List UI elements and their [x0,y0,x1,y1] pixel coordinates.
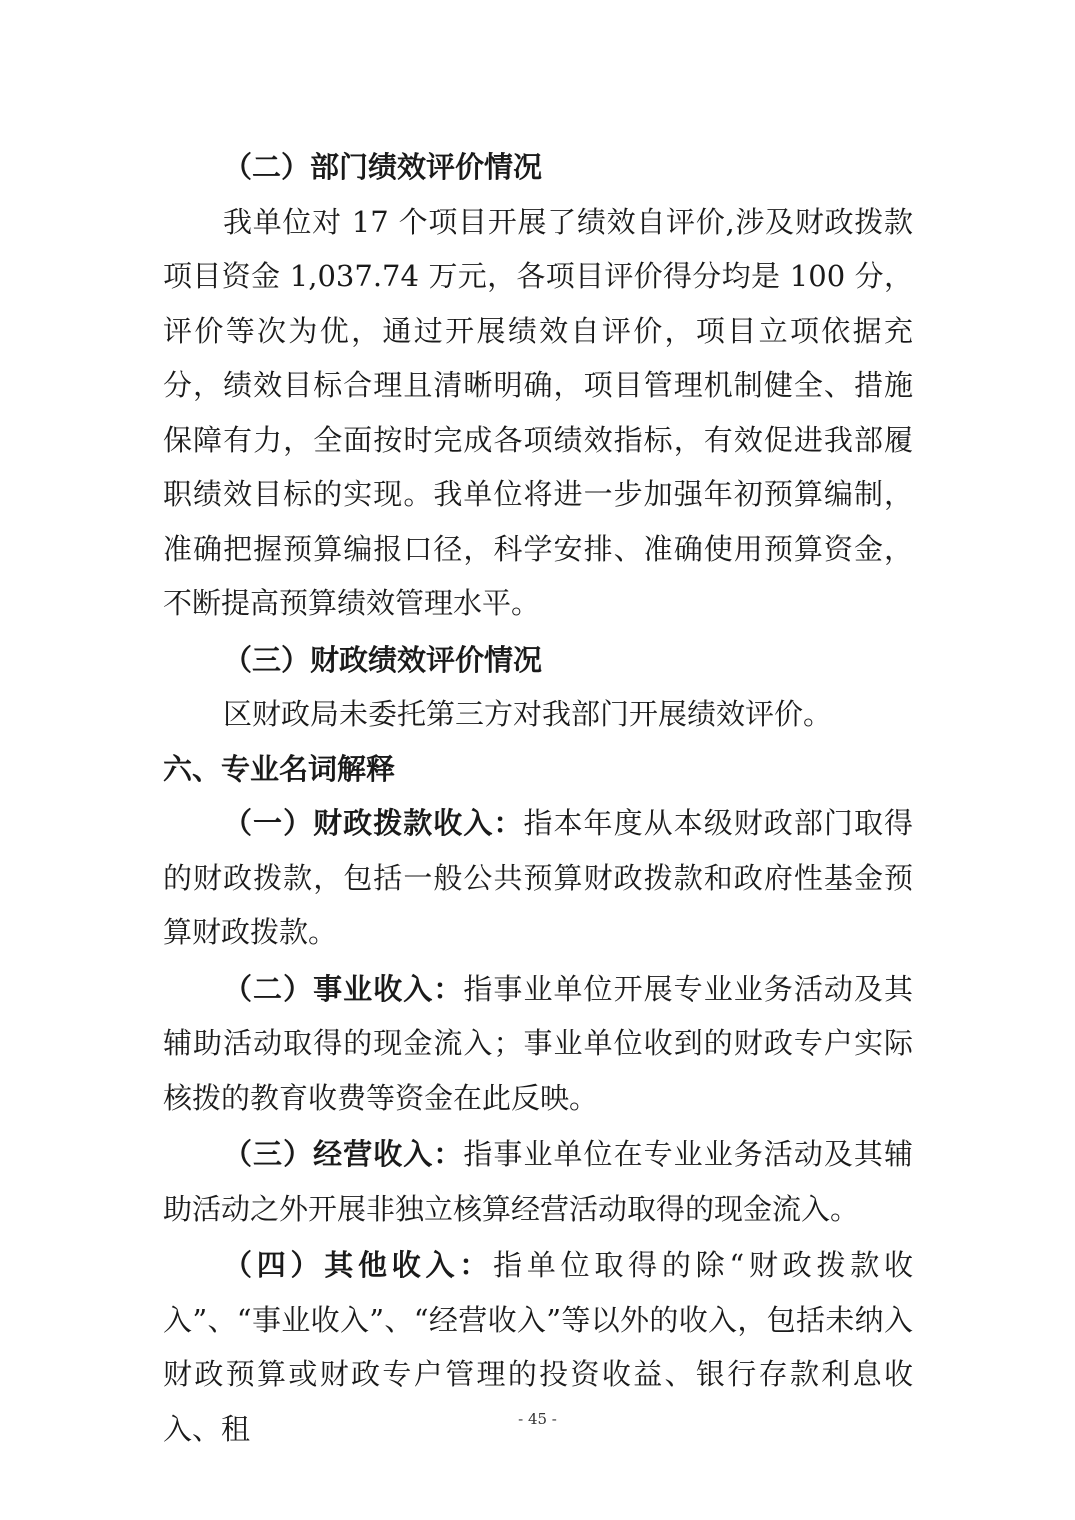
heading-dept-performance: （二）部门绩效评价情况 [223,150,543,184]
page-number: - 45 - [518,1410,557,1428]
heading-terms-section: 六、专业名词解释 [163,751,396,786]
paragraph-dept-performance: 我单位对 17 个项目开展了绩效自评价,涉及财政拨款项目资金 1,037.74 万元，各项目评价得分均是 100 分，评价等次为优，通过开展绩效自评价，项目立项依据充分，绩效目标合理且清晰明确，项目管理机制健全、措施保障有力，全面按时完成各项绩效指标，有效促进我部履职绩效目标的实现。我单位将进一步加强年初预算编制，准确把握预算编报口径，科学安排、准确使用预算资金，不断提高预算绩效管理水平。 [163,204,913,620]
term-paragraph-business-income [163,962,913,1126]
term-label: （四）其他收入： [223,1248,494,1282]
term-definition: 指本年度从本级财政部门取得的财政拨款，包括一般公共预算财政拨款和政府性基金预算财政拨款。 [163,806,913,949]
paragraph-finance-performance: 区财政局未委托第三方对我部门开展绩效评价。 [223,697,833,731]
term-label: （三）经营收入： [223,1137,464,1171]
term-definition: 指单位取得的除“财政拨款收入”、“事业收入”、“经营收入”等以外的收入，包括未纳入财政预算或财政专户管理的投资收益、银行存款利息收入、租 [163,1248,913,1446]
term-paragraph-fiscal-income [163,796,913,960]
heading-finance-performance: （三）财政绩效评价情况 [223,642,543,677]
document-page [163,140,913,1456]
term-paragraph-operating-income [163,1127,913,1236]
term-label: （二）事业收入： [223,971,464,1006]
term-label: （一）财政拨款收入： [223,806,524,840]
term-definition: 指事业单位开展专业业务活动及其辅助活动取得的现金流入；事业单位收到的财政专户实际核拨的教育收费等资金在此反映。 [163,971,913,1115]
term-definition: 指事业单位在专业业务活动及其辅助活动之外开展非独立核算经营活动取得的现金流入。 [163,1137,913,1226]
